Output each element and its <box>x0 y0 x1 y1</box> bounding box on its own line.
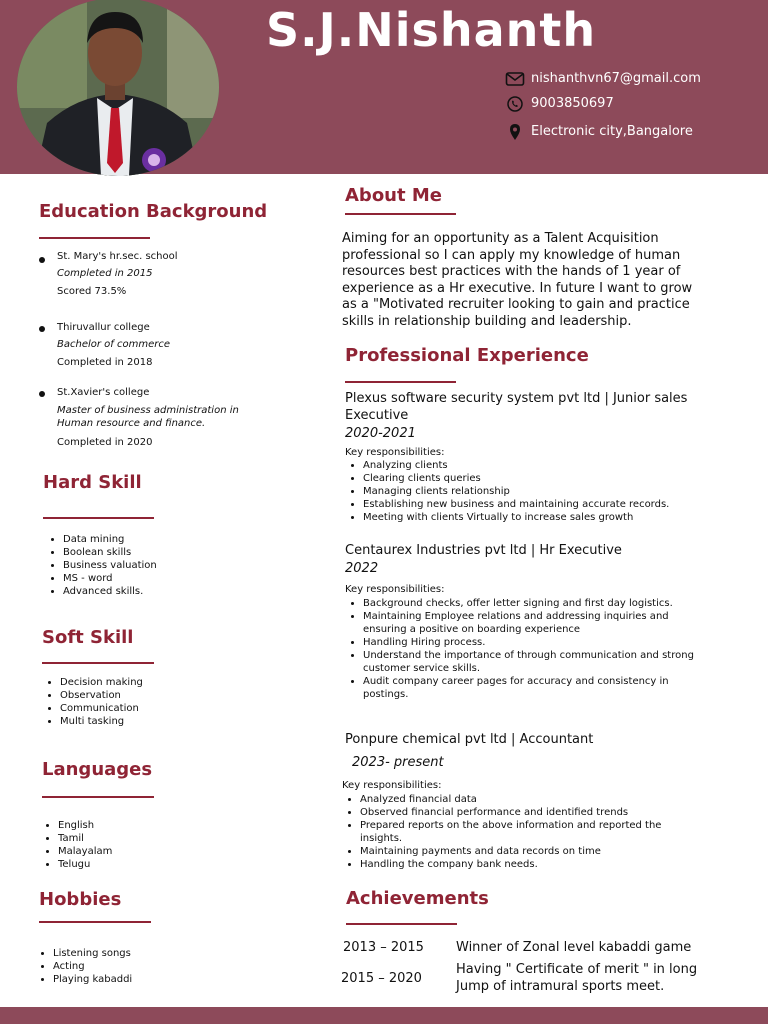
list-item: • Advanced skills. <box>63 585 157 598</box>
education-detail: Completed in 2015 <box>57 268 153 279</box>
list-item: • Listening songs <box>53 947 132 960</box>
job-responsibilities <box>345 459 713 524</box>
list-item: • Analyzed financial data <box>360 793 705 806</box>
soft-skill-list <box>42 676 143 728</box>
list-item: • Establishing new business and maintaining accurate records. <box>363 498 713 511</box>
hobbies-list <box>35 947 132 986</box>
list-item: • Handling Hiring process. <box>363 636 708 649</box>
list-item: • Multi tasking <box>60 715 143 728</box>
list-item: • Clearing clients queries <box>363 472 713 485</box>
job-period: 2022 <box>345 561 379 576</box>
list-item: • Handling the company bank needs. <box>360 858 705 871</box>
about-heading: About Me <box>345 185 442 206</box>
contact-email: nishanthvn67@gmail.com <box>531 71 701 86</box>
email-icon <box>505 70 525 88</box>
list-item: • Audit company career pages for accuracy and consistency in postings. <box>363 675 708 701</box>
list-item: • Playing kabaddi <box>53 973 132 986</box>
education-school: St. Mary's hr.sec. school <box>57 251 178 262</box>
experience-divider <box>345 381 456 383</box>
achievement-years: 2013 – 2015 <box>343 940 424 955</box>
education-heading: Education Background <box>39 201 268 222</box>
job-title: Centaurex Industries pvt ltd | Hr Executive <box>345 543 622 558</box>
location-pin-icon <box>505 123 525 141</box>
hobbies-heading: Hobbies <box>39 889 122 910</box>
education-divider <box>39 237 150 239</box>
list-item: • Business valuation <box>63 559 157 572</box>
job-title: Plexus software security system pvt ltd | Junior sales Executive <box>345 391 688 423</box>
achievement-text: Having " Certificate of merit " in long Jump of intramural sports meet. <box>456 962 698 994</box>
job-responsibilities <box>345 597 708 701</box>
about-divider <box>345 213 456 215</box>
education-school: St.Xavier's college <box>57 387 150 398</box>
contact-phone: 9003850697 <box>531 96 614 111</box>
list-item: • Maintaining payments and data records on time <box>360 845 705 858</box>
profile-photo <box>17 0 219 176</box>
hard-skill-divider <box>43 517 154 519</box>
candidate-name: S.J.Nishanth <box>266 3 597 57</box>
education-detail: Master of business administration in Human resource and finance. <box>57 405 239 429</box>
responsibilities-label: Key responsibilities: <box>342 780 442 791</box>
list-item: • MS - word <box>63 572 157 585</box>
list-item: • Boolean skills <box>63 546 157 559</box>
job-period: 2020-2021 <box>345 426 416 441</box>
achievements-heading: Achievements <box>346 888 489 909</box>
list-item: • Data mining <box>63 533 157 546</box>
contact-location: Electronic city,Bangalore <box>531 124 693 139</box>
languages-list <box>40 819 112 871</box>
education-detail: Bachelor of commerce <box>57 339 170 350</box>
hobbies-divider <box>39 921 151 923</box>
job-title: Ponpure chemical pvt ltd | Accountant <box>345 732 594 747</box>
hard-skill-list <box>45 533 157 598</box>
education-extra: Scored 73.5% <box>57 286 127 297</box>
responsibilities-label: Key responsibilities: <box>345 447 445 458</box>
bullet-dot <box>39 257 45 263</box>
achievement-text: Winner of Zonal level kabaddi game <box>456 940 692 955</box>
phone-icon <box>505 95 525 113</box>
languages-divider <box>42 796 154 798</box>
bullet-dot <box>39 326 45 332</box>
soft-skill-divider <box>42 662 154 664</box>
about-text: Aiming for an opportunity as a Talent Acquisition professional so I can apply my knowledge of human resources best practices with the hands of 1 year of experience as a Hr executive. In future I want to grow as a "Motivated recruiter looking to gain and practice skills in relationship building and leadership. <box>342 231 693 329</box>
list-item: • Decision making <box>60 676 143 689</box>
list-item: • Analyzing clients <box>363 459 713 472</box>
job-period: 2023- present <box>352 755 444 770</box>
list-item: • Observed financial performance and identified trends <box>360 806 705 819</box>
list-item: • Managing clients relationship <box>363 485 713 498</box>
list-item: • Malayalam <box>58 845 112 858</box>
languages-heading: Languages <box>42 759 153 780</box>
responsibilities-label: Key responsibilities: <box>345 584 445 595</box>
list-item: • Prepared reports on the above information and reported the insights. <box>360 819 705 845</box>
experience-heading: Professional Experience <box>345 345 589 366</box>
soft-skill-heading: Soft Skill <box>42 627 134 648</box>
hard-skill-heading: Hard Skill <box>43 472 142 493</box>
achievements-divider <box>346 923 457 925</box>
list-item: • Background checks, offer letter signing and first day logistics. <box>363 597 708 610</box>
list-item: • Communication <box>60 702 143 715</box>
education-extra: Completed in 2020 <box>57 437 153 448</box>
education-extra: Completed in 2018 <box>57 357 153 368</box>
list-item: • Observation <box>60 689 143 702</box>
list-item: • Maintaining Employee relations and addressing inquiries and ensuring a positive on boarding experience <box>363 610 708 636</box>
list-item: • Tamil <box>58 832 112 845</box>
bullet-dot <box>39 391 45 397</box>
education-school: Thiruvallur college <box>57 322 150 333</box>
achievement-years: 2015 – 2020 <box>341 971 422 986</box>
footer-band <box>0 1007 768 1024</box>
job-responsibilities <box>342 793 705 871</box>
list-item: • Acting <box>53 960 132 973</box>
list-item: • Telugu <box>58 858 112 871</box>
list-item: • Understand the importance of through communication and strong customer service skills. <box>363 649 708 675</box>
list-item: • Meeting with clients Virtually to increase sales growth <box>363 511 713 524</box>
list-item: • English <box>58 819 112 832</box>
